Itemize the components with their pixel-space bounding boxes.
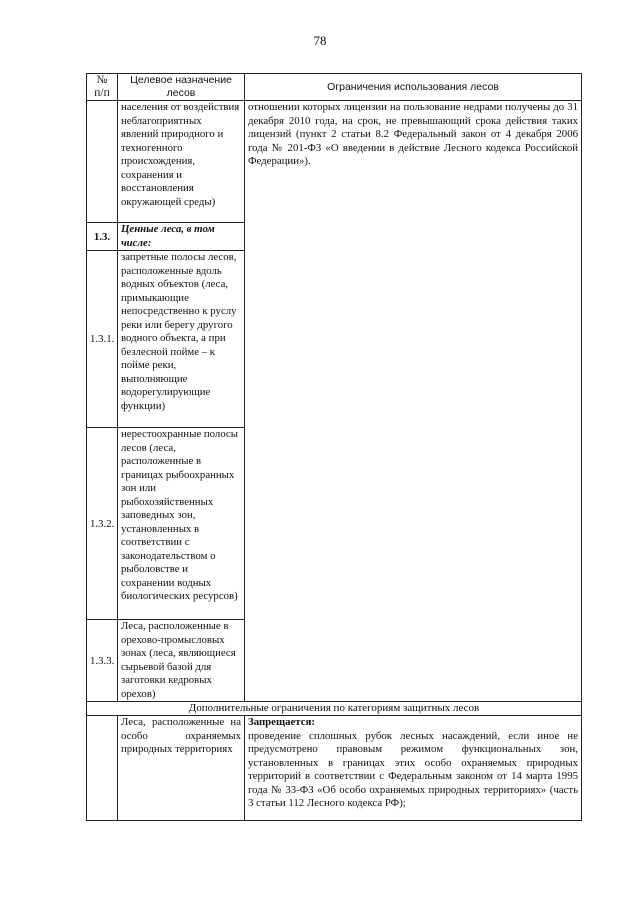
header-purpose: Целевое назначение лесов: [118, 74, 245, 101]
page-number: 78: [313, 33, 327, 48]
row-number: 1.3.: [87, 223, 118, 251]
table-header-row: [87, 74, 582, 101]
row-number: 1.3.2.: [87, 428, 118, 620]
purpose-cell: Леса, расположенные в орехово-промысловых зонах (леса, являющиеся сырьевой базой для заготовки кедровых орехов): [118, 620, 245, 702]
purpose-cell: Ценные леса, в том числе:: [118, 223, 245, 251]
restrictions-cell: отношении которых лицензии на пользование недрами получены до 31 декабря 2010 года, на срок, не превышающий срока действия таких лицензий (пункт 2 статьи 8.2 Федеральный закон от 4 декабря 2006 года № 201-ФЗ «О введении в действие Лесного кодекса Российской Федерации»).: [245, 101, 582, 702]
row-number: 1.3.1.: [87, 251, 118, 428]
table-row: [87, 716, 582, 821]
section-title-row: [87, 702, 582, 716]
row-number: 1.3.3.: [87, 620, 118, 702]
section-title: Дополнительные ограничения по категориям защитных лесов: [87, 702, 582, 716]
table-row: [87, 101, 582, 223]
purpose-cell: нерестоохранные полосы лесов (леса, расположенные в границах рыбоохранных зон или рыбохозяйственных заповедных зон, установленных в соответствии с законодательством о рыболовстве и сохранении водных биологических ресурсов): [118, 428, 245, 620]
purpose-cell: запретные полосы лесов, расположенные вдоль водных объектов (леса, примыкающие непосредственно к руслу реки или берегу другого водного объекта, а при безлесной пойме – к пойме реки, выполняющие водорегулирующие функции): [118, 251, 245, 428]
header-number: № п/п: [87, 74, 118, 101]
restrictions-cell: [245, 716, 582, 821]
restriction-text: проведение сплошных рубок лесных насаждений, если иное не предусмотрено правовым режимом функциональных зон, установленных в границах этих особо охраняемых природных территорий в соответствии с Федеральным законом от 14 марта 1995 года № 33-ФЗ «Об особо охраняемых природных территориях» (часть 3 статьи 112 Лесного кодекса РФ);: [248, 729, 578, 809]
purpose-cell: Леса, расположенные на особо охраняемых природных территориях: [118, 716, 245, 821]
prohibited-label: Запрещается:: [248, 716, 315, 728]
header-restrictions: Ограничения использования лесов: [245, 74, 582, 101]
forest-use-table: [86, 73, 582, 821]
purpose-cell: населения от воздействия неблагоприятных явлений природного и техногенного происхождения, сохранения и восстановления окружающей среды): [118, 101, 245, 223]
row-number-empty: [87, 101, 118, 223]
row-number-empty: [87, 716, 118, 821]
